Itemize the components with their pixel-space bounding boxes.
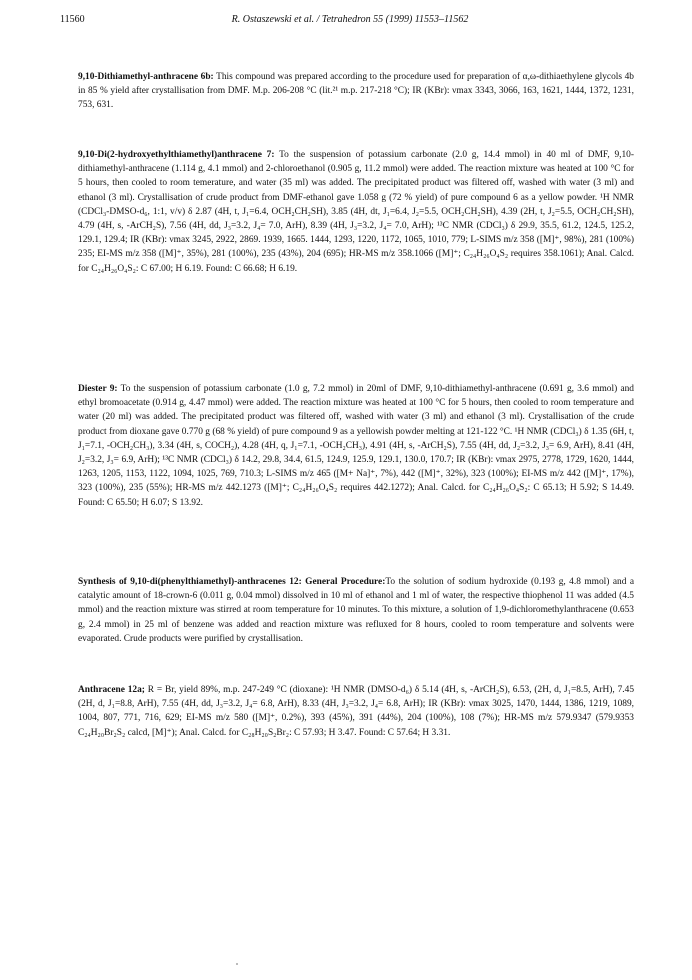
section-title: 9,10-Di(2-hydroxyethylthiamethyl)anthracene 7: — [78, 150, 275, 160]
running-head: R. Ostaszewski et al. / Tetrahedron 55 (1999) 11553–11562 — [231, 14, 469, 25]
section-body: To the suspension of potassium carbonate (2.0 g, 14.4 mmol) in 40 ml of DMF, 9,10-dithiamethyl-anthracene (1.114 g, 4.1 mmol) and 2-chloroethanol (0.905 g, 11.2 mmol) were added. The reaction mixture was heated at 100 °C for 5 hours, then cooled to room temerature, and water (35 ml) was added. The precipitated product was filtered off, washed with water (3 ml) and ethanol (3 ml). Crystallisation of crude product from DMF-ethanol gave 1.058 g (72 % yield) of pure compound 6 as a yellow powder. ¹H NMR (CDCl₃-DMSO-d₆, 1:1, v/v) δ 2.87 (4H, t, J₁=6.4, OCH₂CH₂SH), 3.85 (4H, dt, J₁=6.4, J₂=5.5, OCH₂CH₂SH), 4.39 (2H, t, J₂=5.5, OCH₂CH₂SH), 4.79 (4H, s, -ArCH₂S), 7.56 (4H, dd, J₃=3.2, J₄= 7.0, ArH), 8.39 (4H, J₃=3.2, J₄= 7.0, ArH); ¹³C NMR (CDCl₃) δ 29.9, 35.5, 61.2, 124.5, 125.2, 129.1, 129.4; IR (KBr): νmax 3245, 2922, 2869. 1939, 1665. 1444, 1293, 1220, 1172, 1065, 1010, 779; L-SIMS m/z 358 ([M]⁺, 98%), 281 (100%) 235; EI-MS m/z 358 ([M]⁺, 35%), 281 (100%), 235 (43%), 204 (695); HR-MS m/z 358.1066 ([M]⁺; C₂₄H₂₆O₄S₂ requires 358.1061); Anal. Calcd. for C₂₄H₂₆O₄S₂: C 67.00; H 6.19. Found: C 66.68; H 6.19. — [78, 150, 634, 274]
section-paragraph — [78, 70, 634, 113]
section-anthracene-12a — [78, 683, 634, 740]
section-title: Synthesis of 9,10-di(phenylthiamethyl)-anthracenes 12: General Procedure: — [78, 577, 386, 587]
section-compound-6b — [78, 70, 634, 113]
section-body: To the solution of sodium hydroxide (0.193 g, 4.8 mmol) and a catalytic amount of 18-crown-6 (0.011 g, 0.04 mmol) dissolved in 10 ml of ethanol and 1 ml of water, the respective thiophenol 11 was added (4.5 mmol) and the reaction mixture was stirred at room temperature for 10 minutes. To this mixture, a solution of 1,9-dichloromethylanthracene (0.653 g, 2.4 mmol) in 25 ml of benzene was added and reaction mixture was refluxed for 8 hours, cooled to room temperature and solvents were evaporated. Crude products were purified by crystallisation. — [78, 577, 635, 644]
page-number: 11560 — [60, 14, 85, 25]
section-title: 9,10-Dithiamethyl-anthracene 6b: — [78, 72, 214, 82]
section-body: R = Br, yield 89%, m.p. 247-249 °C (dioxane): ¹H NMR (DMSO-d₆) δ 5.14 (4H, s, -ArCH₂S), 6.53, (2H, d, J₁=8.5, ArH), 7.45 (2H, d, J₁=8.8, ArH), 7.55 (4H, dd, J₃=3.2, J₄= 6.8, ArH), 8.33 (4H, J₃=3.2, J₄= 6.8, ArH); IR (KBr): νmax 3025, 1470, 1444, 1386, 1219, 1089, 1004, 807, 771, 716, 629; EI-MS m/z 580 ([M]⁺, 0.2%), 393 (45%), 391 (44%), 204 (100%), 108 (7%); HR-MS m/z 579.9347 (579.9353 C₂₄H₂₀Br₂S₂ calcd, [M]⁺); Anal. Calcd. for C₂₈H₂₀S₂Br₂: C 57.93; H 3.47. Found: C 57.64; H 3.31. — [78, 685, 635, 738]
section-diester-9 — [78, 382, 634, 510]
section-paragraph — [78, 382, 634, 510]
section-title: Anthracene 12a; — [78, 685, 145, 695]
section-paragraph — [78, 575, 634, 646]
section-compound-7 — [78, 148, 634, 276]
section-body: This compound was prepared according to the procedure used for preparation of α,ω-dithiaethylene glycols 4b in 85 % yield after crystallisation from DMF. M.p. 206-208 °C (lit.²¹ m.p. 217-218 °C); IR (KBr): νmax 3343, 3066, 163, 1621, 1444, 1372, 1231, 753, 631. — [78, 72, 634, 111]
page-header — [60, 14, 640, 28]
section-title: Diester 9: — [78, 384, 118, 394]
section-paragraph — [78, 148, 634, 276]
section-general-procedure-12 — [78, 575, 634, 646]
scan-speck — [236, 963, 238, 965]
section-body: To the suspension of potassium carbonate (1.0 g, 7.2 mmol) in 20ml of DMF, 9,10-dithiamethyl-anthracene (0.691 g, 3.6 mmol) and ethyl bromoacetate (0.914 g, 4.47 mmol) were added. The reaction mixture was heated at 100 °C for 5 hours, then cooled to room temperature and water (20 ml) was added. The precipitated product was filtered off, washed with water (3 ml) and ethanol (3 ml). Crystallisation of the crude product from dioxane gave 0.770 g (68 % yield) of pure compound 9 as a yellowish powder melting at 121-122 °C. ¹H NMR (CDCl₃) δ 1.35 (6H, t, J₁=7.1, -OCH₂CH₃), 3.34 (4H, s, COCH₂), 4.28 (4H, q, J₁=7.1, -OCH₂CH₃), 4.91 (4H, s, -ArCH₂S), 7.55 (4H, dd, J₂=3.2, J₃= 6.9, ArH), 8.41 (4H, J₂=3.2, J₃= 6.9, ArH); ¹³C NMR (CDCl₃) δ 14.2, 29.8, 34.4, 61.5, 124.9, 125.9, 129.1, 130.0, 170.7; IR (KBr): νmax 2975, 2778, 1729, 1620, 1444, 1263, 1205, 1153, 1122, 1094, 1025, 769, 710.3; L-SIMS m/z 465 ([M+ Na]⁺, 7%), 442 ([M]⁺, 32%), 323 (100%); EI-MS m/z 442 ([M]⁺, 17%), 323 (100%), 235 (55%); HR-MS m/z 442.1273 ([M]⁺; C₂₄H₂₆O₄S₂ requires 442.1272); Anal. Calcd. for C₂₄H₂₆O₄S₂: C 65.13; H 5.92; S 14.49. Found: C 65.50; H 6.07; S 13.92. — [78, 384, 634, 508]
section-paragraph — [78, 683, 634, 740]
